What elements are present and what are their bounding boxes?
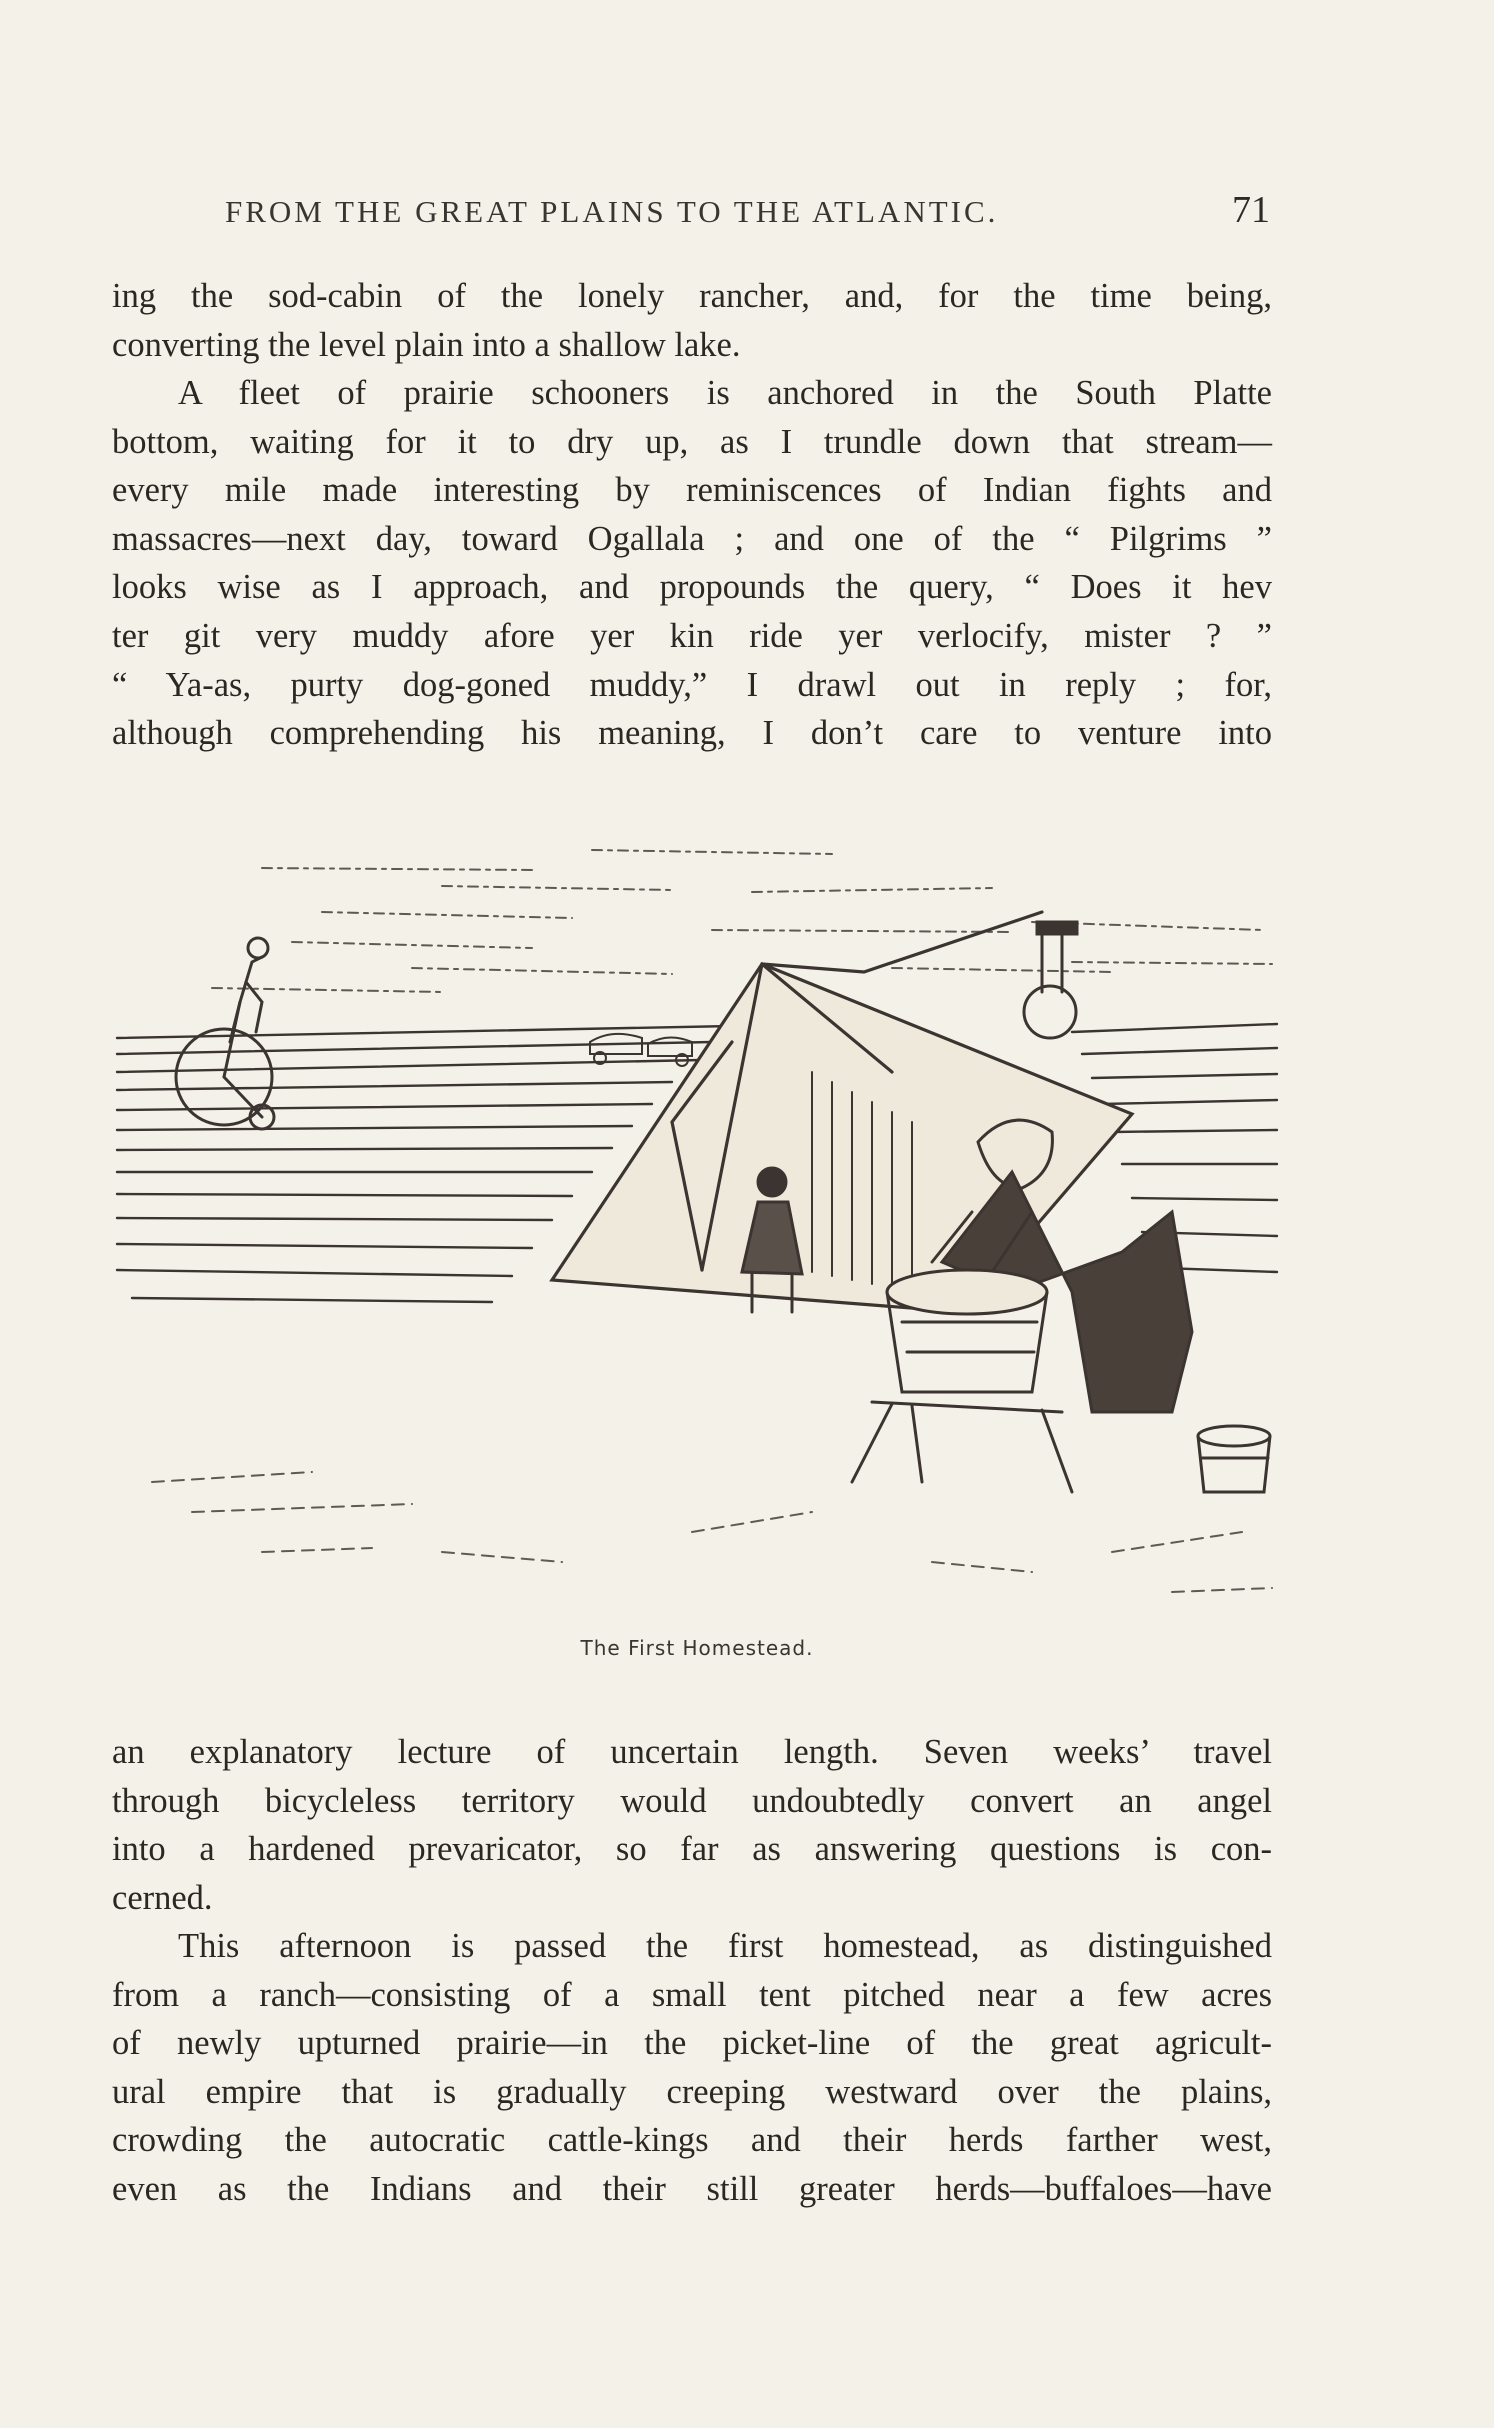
paragraph-lecture xyxy=(112,1728,1272,1922)
paragraph-homestead xyxy=(112,1922,1272,2214)
homestead-engraving xyxy=(112,792,1282,1622)
text-line: crowding the autocratic cattle-kings and their herds farther west, xyxy=(112,2121,1272,2160)
text-line: bottom, waiting for it to dry up, as I trundle down that stream— xyxy=(112,422,1272,461)
bicycle-rider xyxy=(176,938,274,1129)
running-head xyxy=(110,188,1270,234)
text-line: although comprehending his meaning, I don’t care to venture into xyxy=(112,714,1272,753)
text-line: an explanatory lecture of uncertain length. Seven weeks’ travel xyxy=(112,1733,1272,1771)
paragraph-prairie-schooners xyxy=(112,369,1272,758)
bucket xyxy=(1198,1426,1270,1492)
foreground-grass xyxy=(152,1472,1272,1592)
illustration-first-homestead xyxy=(112,792,1282,1660)
text-line: every mile made interesting by reminiscences of Indian fights and xyxy=(112,471,1272,510)
text-line: through bicycleless territory would undoubtedly convert an angel xyxy=(112,1781,1272,1820)
text-line: This afternoon is passed the first homestead, as distinguished xyxy=(178,1927,1272,1965)
text-line: looks wise as I approach, and propounds the query, “ Does it hev xyxy=(112,568,1272,607)
text-line: even as the Indians and their still greater herds—buffaloes—have xyxy=(112,2169,1272,2208)
text-line: massacres—next day, toward Ogallala ; and one of the “ Pilgrims ” xyxy=(112,519,1272,558)
text-line: converting the level plain into a shallow lake. xyxy=(112,325,741,364)
text-line: A fleet of prairie schooners is anchored in the South Platte xyxy=(178,374,1272,412)
stovepipe xyxy=(1024,922,1077,1038)
text-line: “ Ya-as, purty dog-goned muddy,” I drawl out in reply ; for, xyxy=(112,665,1272,704)
text-line: cerned. xyxy=(112,1878,213,1917)
figure-caption: The First Homestead. xyxy=(580,1636,814,1660)
text-line: ural empire that is gradually creeping westward over the plains, xyxy=(112,2072,1272,2111)
text-line: into a hardened prevaricator, so far as answering questions is con- xyxy=(112,1830,1272,1869)
text-line: from a ranch—consisting of a small tent pitched near a few acres xyxy=(112,1975,1272,2014)
text-line: ter git very muddy afore yer kin ride yer verlocify, mister ? ” xyxy=(112,616,1272,655)
text-line: ing the sod-cabin of the lonely rancher, and, for the time being, xyxy=(112,277,1272,315)
running-title: FROM THE GREAT PLAINS TO THE ATLANTIC. xyxy=(225,194,999,229)
page-number: 71 xyxy=(1232,189,1270,231)
text-line: of newly upturned prairie—in the picket-line of the great agricult- xyxy=(112,2024,1272,2063)
sky-hatching xyxy=(212,850,1272,992)
paragraph-continued xyxy=(112,272,1272,369)
